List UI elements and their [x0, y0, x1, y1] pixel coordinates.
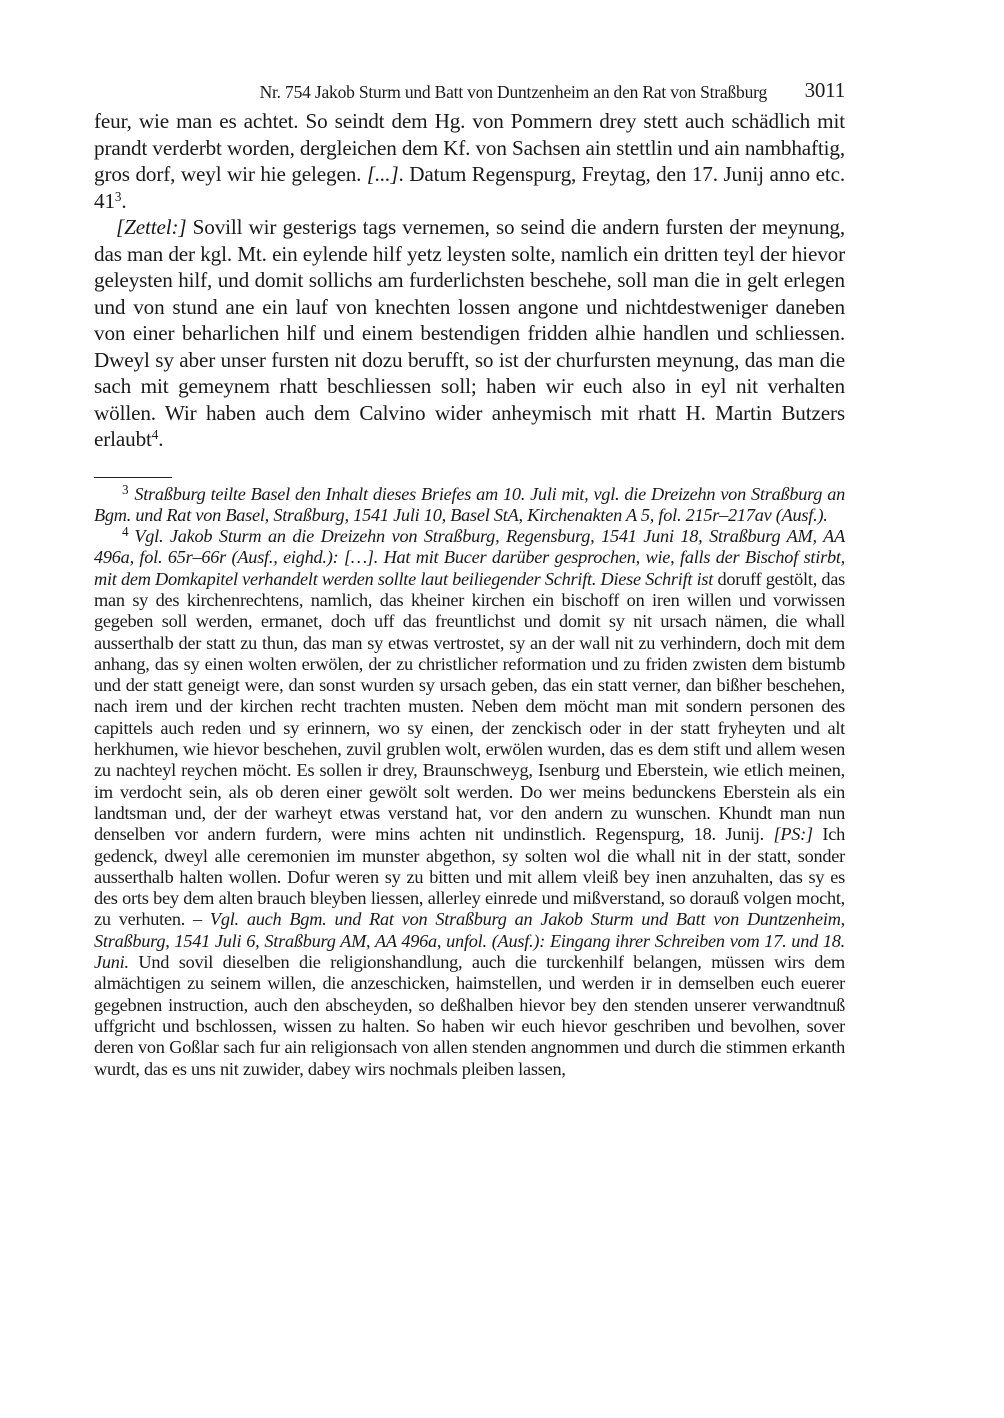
footnote-3: $^3$ Straßburg teilte Basel den Inhalt dieses Briefes am 10. Juli mit, vgl. die Dreizehn von Straßburg an Bgm. und Rat von Basel, Straßburg, 1541 Juli 10, Basel StA, Kirchenakten A 5, fol. 215r–217av (Ausf.). — [94, 481, 845, 525]
footnote-number: 3 — [122, 481, 129, 497]
footnote-number: 4 — [122, 524, 129, 540]
footnote-4: $^4$ Vgl. Jakob Sturm an die Dreizehn von Straßburg, Regensburg, 1541 Juni 18, Straßburg AM, AA 496a, fol. 65r–66r (Ausf., eighd.): […]. Hat mit Bucer darüber gesprochen, wie, falls der Bischof stirbt, mit dem Domkapitel verhandelt werden sollte laut beiliegender Schrift. Diese Schrift ist doruff gestölt, das man sy des kirchenrechtens, namlich, das kheiner kirchen ein bischoff on iren willen und vorwissen gegeben soll werden, ermanet, doch uff das freuntlichst und domit sy nit ursach nämen, die whall ausserthalb der statt zu thun, das man sy etwas vertrostet, sy an der wall nit zu verhindern, doch mit dem anhang, das sy einen wolten erwölen, der zu christlicher reformation und zu friden zwisten dem bistumb und der statt geneigt were, dan sonst wurden sy ursach geben, das ein statt verner, dan bißher beschehen, nach irem und der kirchen recht trachten musten. Neben dem möcht man mit sondern personen des capittels auch reden und sy erinnern, wo sy einen, der zenckisch oder in der statt fryheyten und alt herkhumen, wie hievor beschehen, zuvil grublen wolt, erwölen wurden, das es dem stift und allem wesen zu nachteyl reychen möcht. Es sollen ir drey, Braunschweyg, Isenburg und Eberstein, wie etlich meinen, im verdocht sein, als ob deren einer gewölt solt werden. Do wer meins bedunckens Eberstein als ein landtsman und, der der warheyt etwas verstand hat, vor den andern zu wunschen. Khundt man nun denselben vor andern furdern, were mins achten nit undinstlich. Regenspurg, 18. Junij. [PS:] Ich gedenck, dweyl alle ceremonien im munster abgethon, sy solten wol die whall nit in der statt, sonder ausserthalb halten wollen. Dofur weren sy zu bitten und mit allem vleiß bey inen anzuhalten, das sy es des orts bey dem alten brauch bleyben liessen, allerley einrede und mißverstand, so dorauß volgen mocht, zu verhuten. – Vgl. auch Bgm. und Rat von Straßburg an Jakob Sturm und Batt von Duntzenheim, Straßburg, 1541 Juli 6, Straßburg AM, AA 496a, unfol. (Ausf.): Eingang ihrer Schreiben vom 17. und 18. Juni. Und sovil dieselben die religionshandlung, auch die turckenhilf belangen, müssen wirs dem almächtigen zu seinem willen, die anzeschicken, haimstellen, und werden ir in demselben euch euerer gegebnen instruction, auch den abscheyden, so deßhalben hievor bey den stenden unserer verwandtnuß uffgricht und bschlossen, wissen zu halten. So haben wir euch hievor geschriben und bevolhen, sover deren von Goßlar sach fur ain religionsach von allen stenden angnommen und durch die stimmen erkanth wurdt, das es uns nit zuwider, dabey wirs nochmals pleiben lassen, — [94, 524, 845, 1079]
footnote-ref-3[interactable]: 3 — [114, 188, 122, 204]
page-number: 3011 — [804, 78, 845, 102]
zettel-label: [Zettel:] — [116, 215, 187, 239]
paragraph-2-zettel: [Zettel:] Sovill wir gesterigs tags vernemen, so seind die andern fursten der meynung, das man der kgl. Mt. ein eylende hilf yetz leysten solte, namlich ein dritten teyl der hievor geleysten hilf, und domit sollichs am furderlichsten beschehe, soll man die in gelt erlegen und von stund ane ein lauf von knechten lossen angone und nichtdestweniger daneben von einer beharlichen hilf und einem bestendigen fridden alhie handlen und schliessen. Dweyl sy aber unser fursten nit dozu berufft, so ist der churfursten meynung, das man die sach mit gemeynem rhatt beschliessen soll; haben wir euch also in eyl nit verhalten wöllen. Wir haben auch dem Calvino wider anheymisch mit rhatt H. Martin Butzers erlaubt$^4$. — [94, 215, 845, 451]
footnote-ref-4[interactable]: 4 — [151, 426, 159, 442]
main-text — [94, 108, 845, 453]
paragraph-1: feur, wie man es achtet. So seindt dem Hg. von Pommern drey stett auch schädlich mit prandt verderbt worden, dergleichen dem Kf. von Sachsen ain stettlin und ain nambhaftig, gros dorf, weyl wir hie gelegen. [...]. Datum Regenspurg, Freytag, den 17. Junij anno etc. $41^3$. — [94, 109, 846, 213]
running-head-title: Nr. 754 Jakob Sturm und Batt von Duntzenheim an den Rat von Straßburg — [259, 82, 767, 102]
footnotes — [94, 481, 845, 1080]
running-header — [94, 76, 845, 108]
document-page — [94, 76, 845, 1080]
footnote-divider — [94, 477, 172, 478]
editorial-ellipsis: [...] — [366, 162, 399, 186]
